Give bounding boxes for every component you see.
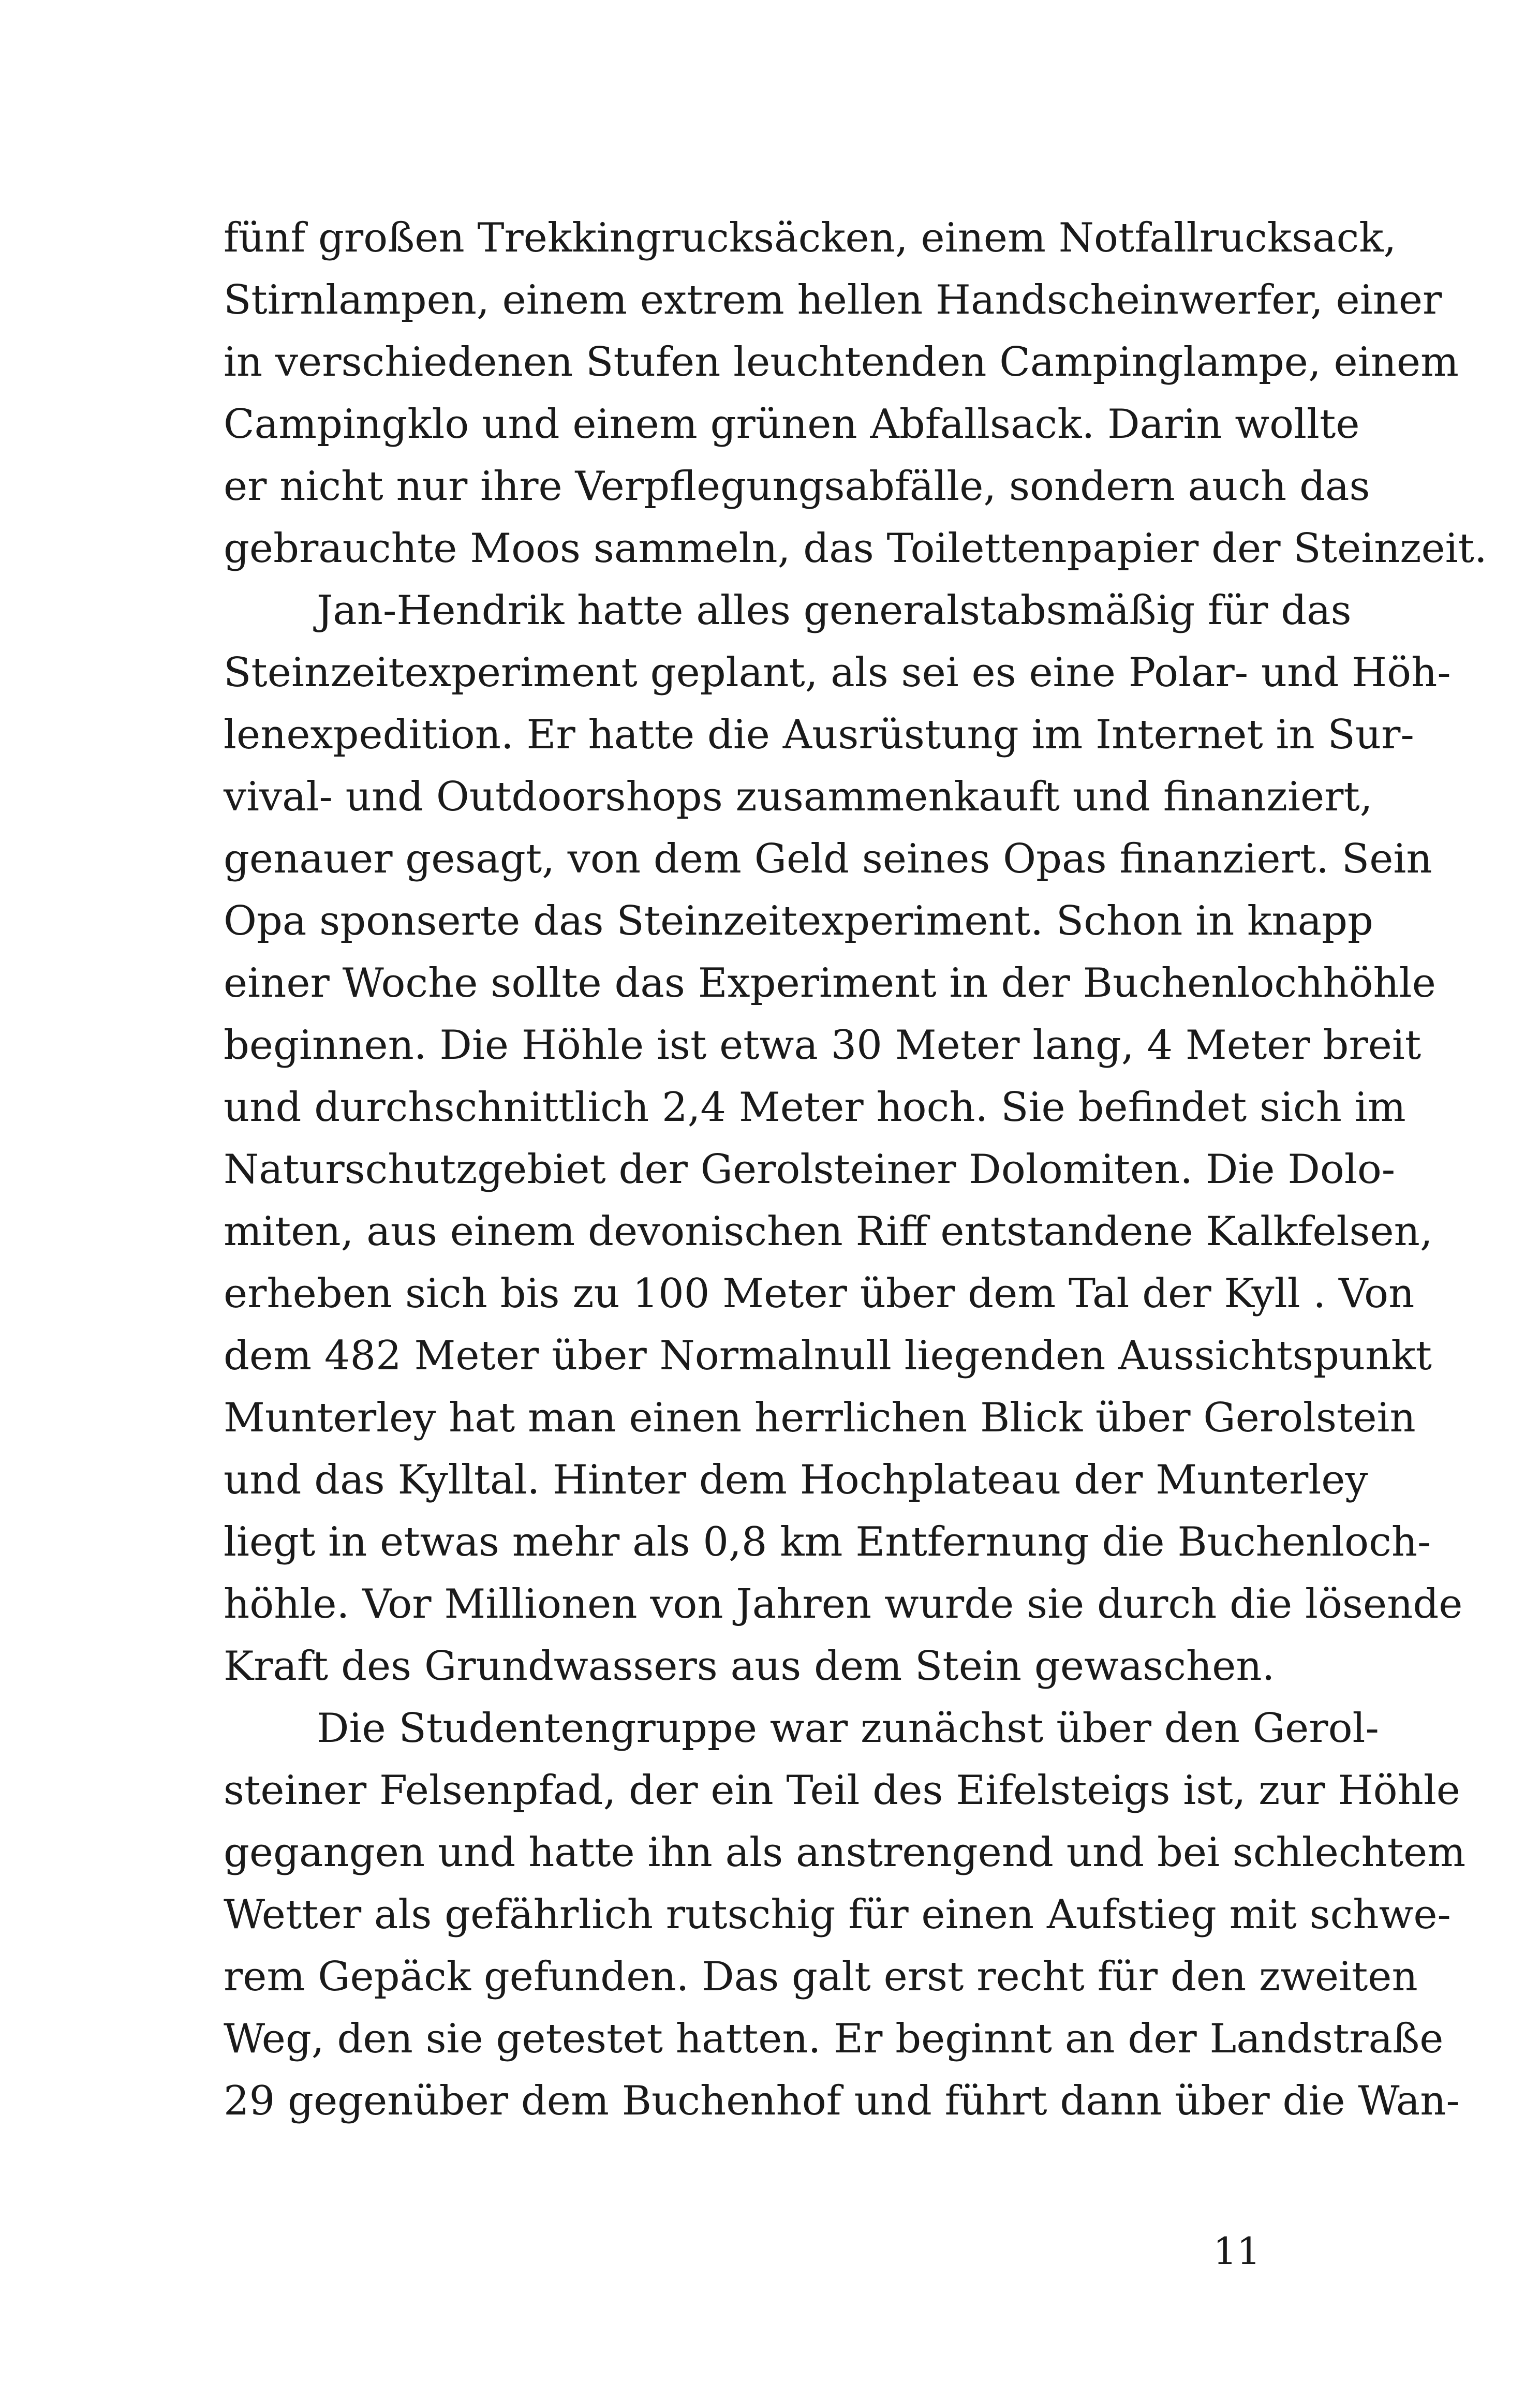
text-line: Naturschutzgebiet der Gerolsteiner Dolomiten. Die Dolo- [224,1146,1396,1193]
text-line: und das Kylltal. Hinter dem Hochplateau der Munterley [224,1457,1368,1503]
text-line: Steinzeitexperiment geplant, als sei es eine Polar- und Höh- [224,649,1451,696]
text-line: einer Woche sollte das Experiment in der Buchenlochhöhle [224,960,1436,1007]
text-line: Die Studentengruppe war zunächst über den Gerol- [317,1705,1379,1752]
text-line: Wetter als gefährlich rutschig für einen Aufstieg mit schwe- [224,1891,1451,1938]
text-line: vival- und Outdoorshops zusammenkauft und finanziert, [224,774,1373,820]
text-line: und durchschnittlich 2,4 Meter hoch. Sie befindet sich im [224,1084,1406,1131]
text-line: dem 482 Meter über Normalnull liegenden Aussichtspunkt [224,1333,1432,1379]
text-line: er nicht nur ihre Verpflegungsabfälle, sondern auch das [224,463,1370,510]
text-line: in verschiedenen Stufen leuchtenden Campinglampe, einem [224,339,1459,386]
text-line: steiner Felsenpfad, der ein Teil des Eifelsteigs ist, zur Höhle [224,1767,1460,1814]
body-text [224,207,1487,2132]
text-line: erheben sich bis zu 100 Meter über dem Tal der Kyll . Von [224,1270,1415,1317]
text-line: beginnen. Die Höhle ist etwa 30 Meter lang, 4 Meter breit [224,1022,1421,1069]
text-line: Kraft des Grundwassers aus dem Stein gewaschen. [224,1643,1275,1690]
text-line: Munterley hat man einen herrlichen Blick über Gerolstein [224,1395,1416,1441]
text-line: genauer gesagt, von dem Geld seines Opas finanziert. Sein [224,836,1432,882]
paragraph [224,207,1487,580]
text-line: gegangen und hatte ihn als anstrengend und bei schlechtem [224,1829,1466,1876]
text-line: Campingklo und einem grünen Abfallsack. Darin wollte [224,401,1360,448]
text-line: liegt in etwas mehr als 0,8 km Entfernung die Buchenloch- [224,1519,1431,1565]
text-line: lenexpedition. Er hatte die Ausrüstung im Internet in Sur- [224,712,1414,758]
paragraph [224,580,1463,1697]
text-line: Stirnlampen, einem extrem hellen Handscheinwerfer, einer [224,277,1442,323]
text-line: Jan-Hendrik hatte alles generalstabsmäßig für das [317,587,1352,634]
text-line: rem Gepäck gefunden. Das galt erst recht für den zweiten [224,1954,1418,2000]
text-line: gebrauchte Moos sammeln, das Toilettenpapier der Steinzeit. [224,525,1487,572]
text-line: miten, aus einem devonischen Riff entstandene Kalkfelsen, [224,1208,1433,1255]
text-line: Opa sponserte das Steinzeitexperiment. Schon in knapp [224,898,1373,944]
text-line: Weg, den sie getestet hatten. Er beginnt an der Landstraße [224,2016,1444,2062]
text-line: höhle. Vor Millionen von Jahren wurde sie durch die lösende [224,1581,1463,1628]
paragraph [224,1697,1466,2132]
page-number: 11 [1213,2229,1261,2273]
text-line: fünf großen Trekkingrucksäcken, einem Notfallrucksack, [224,215,1397,261]
text-line: 29 gegenüber dem Buchenhof und führt dann über die Wan- [224,2078,1460,2124]
